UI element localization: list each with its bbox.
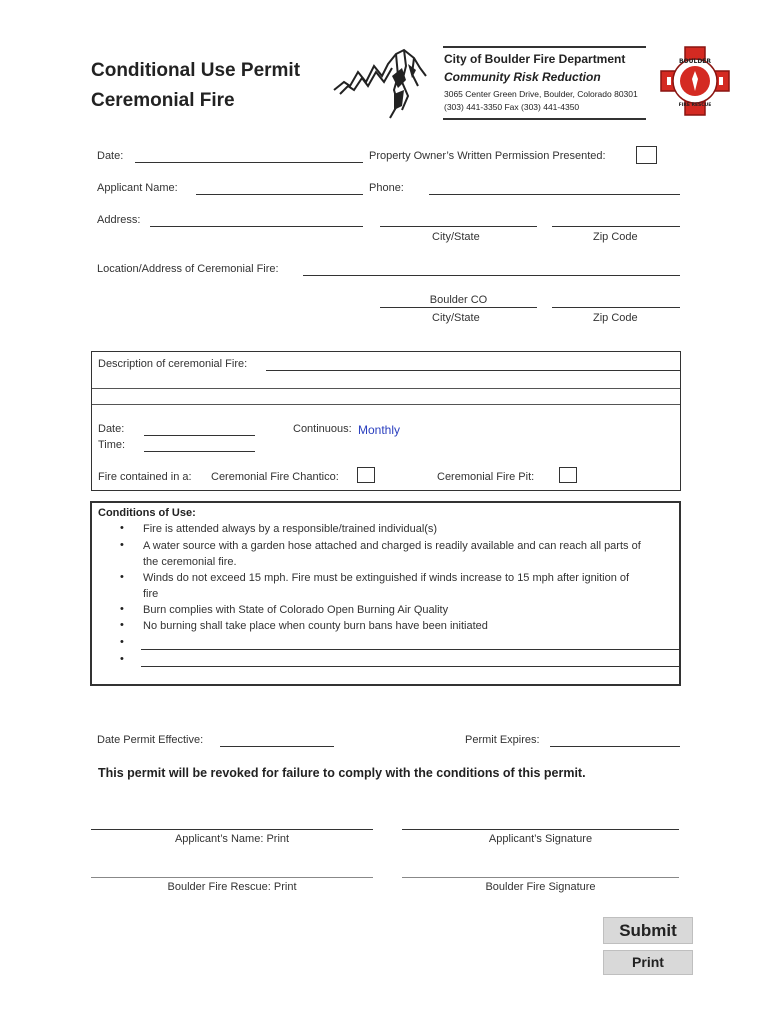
badge-top-text: BOULDER (678, 58, 712, 65)
submit-button[interactable]: Submit (603, 917, 693, 944)
fire-pit-label: Ceremonial Fire Pit: (437, 471, 535, 483)
org-name: City of Boulder Fire Department (444, 52, 626, 66)
bullet-5: • (120, 619, 124, 631)
header-top-rule (443, 46, 646, 48)
location-field[interactable] (303, 262, 680, 276)
continuous-value[interactable]: Monthly (358, 423, 401, 437)
bullet-3: • (120, 571, 124, 583)
applicant-signature-caption: Applicant’s Signature (488, 833, 593, 845)
phone-field[interactable] (429, 181, 680, 195)
fire-time-label: Time: (98, 439, 126, 451)
condition-item-2-cont: the ceremonial fire. (143, 556, 237, 568)
description-label: Description of ceremonial Fire: (98, 358, 248, 370)
fire-rescue-badge (659, 45, 731, 117)
badge-bottom-text: FIRE RESCUE (678, 103, 712, 108)
permit-expires-label: Permit Expires: (465, 734, 540, 746)
fire-pit-checkbox[interactable] (559, 467, 577, 483)
chantico-checkbox[interactable] (357, 467, 375, 483)
bullet-2: • (120, 539, 124, 551)
chantico-label: Ceremonial Fire Chantico: (211, 471, 339, 483)
applicant-print-field[interactable] (91, 816, 373, 830)
contained-label: Fire contained in a: (98, 471, 192, 483)
fire-date-label: Date: (98, 423, 125, 435)
mountain-logo (332, 46, 436, 122)
bfr-signature-caption: Boulder Fire Signature (485, 881, 596, 893)
extra-condition-field-1[interactable] (141, 636, 679, 650)
condition-item-4: Burn complies with State of Colorado Open Burning Air Quality (143, 604, 449, 616)
address-zip-field[interactable] (552, 213, 680, 227)
applicant-name-label: Applicant Name: (97, 182, 178, 194)
address-label: Address: (97, 214, 141, 226)
phone-label: Phone: (369, 182, 404, 194)
bullet-1: • (120, 522, 124, 534)
address-zip-caption: Zip Code (593, 231, 638, 243)
condition-item-2: A water source with a garden hose attached and charged is readily available and can reach all parts of (143, 540, 641, 552)
conditions-heading: Conditions of Use: (98, 507, 196, 519)
revocation-warning: This permit will be revoked for failure to comply with the conditions of this permit. (98, 766, 586, 780)
location-city-state-caption: City/State (432, 312, 480, 324)
form-title-line1: Conditional Use Permit (91, 60, 301, 81)
header-bottom-rule (443, 118, 646, 120)
condition-item-3-cont: fire (143, 588, 159, 600)
bfr-print-caption: Boulder Fire Rescue: Print (167, 881, 297, 893)
fire-time-field[interactable] (144, 438, 255, 452)
condition-item-3: Winds do not exceed 15 mph. Fire must be extinguished if winds increase to 15 mph after ignition of (143, 572, 630, 584)
applicant-name-field[interactable] (196, 181, 363, 195)
description-rule-2 (92, 404, 680, 405)
print-button[interactable]: Print (603, 950, 693, 975)
date-label: Date: (97, 150, 124, 162)
location-zip-caption: Zip Code (593, 312, 638, 324)
location-city-line[interactable] (380, 307, 537, 308)
address-city-state-field[interactable] (380, 213, 537, 227)
permission-checkbox[interactable] (636, 146, 657, 164)
bullet-4: • (120, 603, 124, 615)
applicant-print-caption: Applicant’s Name: Print (174, 833, 290, 845)
condition-item-5: No burning shall take place when county burn bans have been initiated (143, 620, 488, 632)
org-phone: (303) 441-3350 Fax (303) 441-4350 (444, 102, 580, 112)
bullet-6: • (120, 636, 124, 648)
bullet-7: • (120, 653, 124, 665)
address-field[interactable] (150, 213, 363, 227)
form-title-line2: Ceremonial Fire (91, 90, 235, 111)
bfr-signature-field[interactable] (402, 864, 679, 878)
location-zip-line[interactable] (552, 307, 680, 308)
fire-date-field[interactable] (144, 422, 255, 436)
permit-effective-label: Date Permit Effective: (97, 734, 204, 746)
date-field[interactable] (135, 149, 363, 163)
description-field[interactable] (266, 357, 680, 371)
address-city-state-caption: City/State (432, 231, 480, 243)
description-rule-1 (92, 388, 680, 389)
permit-effective-field[interactable] (220, 733, 334, 747)
org-address: 3065 Center Green Drive, Boulder, Colorado 80301 (444, 89, 638, 99)
location-label: Location/Address of Ceremonial Fire: (97, 263, 279, 275)
extra-condition-field-2[interactable] (141, 653, 679, 667)
bfr-print-field[interactable] (91, 864, 373, 878)
division-name: Community Risk Reduction (444, 70, 601, 84)
applicant-signature-field[interactable] (402, 816, 679, 830)
permission-label: Property Owner’s Written Permission Presented: (369, 150, 606, 162)
continuous-label: Continuous: (293, 423, 352, 435)
condition-item-1: Fire is attended always by a responsible/trained individual(s) (143, 523, 438, 535)
permit-expires-field[interactable] (550, 733, 680, 747)
description-box (91, 351, 681, 491)
location-city-value: Boulder CO (429, 294, 488, 306)
